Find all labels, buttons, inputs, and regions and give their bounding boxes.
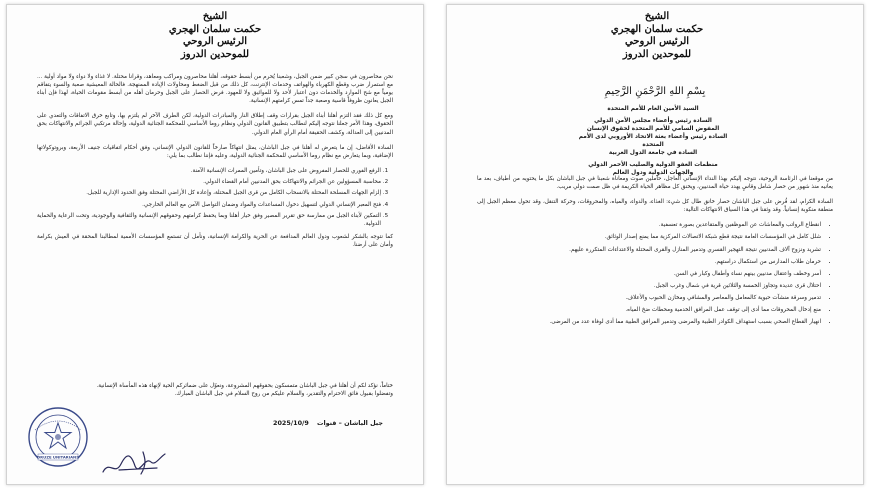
date-location — [267, 419, 383, 427]
addressee: السادة رئيس وأعضاء بعثة الاتحاد الأوروبي لدى الأمم المتحدة — [578, 134, 728, 148]
violation-item: • تدمير وسرقة منشآت حيوية كالمعامل والمعاصر والمشافي ومخازن الحبوب والأعلاف. — [477, 294, 821, 302]
demand-item: 2. محاسبة المسؤولين عن الجرائم والانتهاكات بحق المدنيين أمام القضاء الدولي. — [37, 178, 381, 186]
addressees-block — [573, 105, 733, 177]
seal-stamp — [27, 406, 89, 468]
addressee: السيد الأمين العام للأمم المتحدة — [607, 106, 699, 112]
letterhead — [577, 11, 737, 61]
date-text: 2025/10/9 — [273, 419, 309, 427]
demand-item: 4. فتح المعبر الإنساني الدولي لتسهيل دخول المساعدات والمواد وضمان التواصل الآمن مع العالم الخارجي. — [37, 201, 381, 209]
letterhead-line: الشيخ — [644, 11, 670, 22]
letterhead-line: للموحدين الدروز — [622, 48, 692, 60]
letterhead-line: الرئيس الروحي — [182, 36, 248, 47]
violation-item: • حرمان طلاب المدارس من استكمال دراستهم. — [477, 258, 821, 266]
violation-item: • شلل كامل في المؤسسات العامة نتيجة قطع شبكة الاتصالات المركزية مما يمنع إصدار الوثائق. — [477, 233, 821, 241]
letterhead-line: حكمت سلمان الهجري — [168, 23, 262, 35]
demand-item: 3. إلزام الجهات المسلحة المحتلة بالانسحاب الكامل من قرى الجبل المحتلة، وإعادة كل الأراضي المحتلة وفق الحدود الإدارية للجبل. — [37, 189, 381, 197]
paragraph: نحن محاصرون في سجن كبير ضمن الجبل، وشعبنا يُحرم من أبسط حقوقه، أهلنا محاصرون ومراكب ومعاهد، وقرانا محتلة. لا غذاء ولا دواء ولا مواد أولية ... مع استمرار ضرب وقطع الكهرباء والهواتف وخدمات الإنترنت، كل ذلك من قبل الضغط ومحاولات الإبادة الممنهجة. فالحالة المعيشية صعبة والسوء يتفاقم يومياً مع شح الموارد والخدمات دون اعتبار لأحد ولا للمواثيق ولا للعهود. فرض الحصار على الجبل وحرمان أهله من أبسط مقومات الحياة، لهذا فإن أبناء الجبل يعانون ظروفاً قاسية وصعبة جداً تمس كرامتهم الإنسانية. — [37, 74, 393, 105]
demand-item: 5. التمكين لأبناء الجبل من ممارسة حق تقرير المصير وفق خيار أهلنا وبما يحفظ كرامتهم وحقوقهم الإنسانية والثقافية والوجودية، وتحت الرعاية والحماية الدولية. — [37, 212, 381, 228]
addressee: منظمات العفو الدولية والصليب الأحمر الدولي — [588, 162, 718, 168]
violation-item: • احتلال قرى عديدة وتجاوز الخمسة والثلاثين قرية في شمال وغرب الجبل. — [477, 282, 821, 290]
letter-page-right — [446, 4, 864, 485]
letterhead-line: حكمت سلمان الهجري — [610, 23, 704, 35]
letterhead-line: للموحدين الدروز — [180, 48, 250, 60]
addressee: والجهات الدولية ودول العالم — [612, 170, 694, 176]
paragraph: السادة الكرام، لقد فُرض على جبل الباشان حصار خانق طال كل شيء: الغذاء، والدواء، والمياه، والمحروقات، وحركة التنقل، وقد تحول معظم الجبل إلى منطقة منكوبة إنسانياً. وقد وثقنا في هذا السياق الانتهاكات التالية: — [477, 199, 833, 214]
paragraph: ومع كل ذلك فقد التزم أهلنا أبناء الجبل بقرارات وقف إطلاق النار والمبادرات الدولية، لكن الطرف الآخر لم يلتزم بها، وتابع خرق الاتفاقات والتعدي على الحقوق، وهذا الأمر جعلنا نتوجه إليكم لنطالب بتطبيق القانون الدولي ونظام روما الأساسي للمحكمة الجنائية الدولية، وإحالة مرتكبي الجرائم والانتهاكات بحق المدنيين إلى العدالة، وكشف الحقيقة أمام الرأي العام الدولي. — [37, 113, 393, 136]
closing-paragraph: ختاماً، نؤكد لكم أن أهلنا في جبل الباشان متمسكون بحقوقهم المشروعة، ونعوّل على ضمائركم الحية لإنهاء هذه المأساة الإنسانية. وتفضلوا بقبول فائق الاحترام والتقدير، والسلام عليكم من روح السلام في جبل الباشان المبارك. — [96, 383, 393, 398]
addressee: السادة في جامعة الدول العربية — [608, 150, 698, 156]
violation-item: • أسر وخطف واعتقال مدنيين بينهم نساء وأطفال وكبار في السن. — [477, 270, 821, 278]
location-text: جبل الباشان – قنوات — [317, 419, 383, 427]
violation-item: • تشريد ونزوح آلاف المدنيين نتيجة التهجير القسري وتدمير المنازل والقرى المحتلة والاعتداءات المتكررة عليهم. — [477, 246, 821, 254]
violation-item: • منع إدخال المحروقات مما أدى إلى توقف عمل المرافق الخدمية ومحطات ضخ المياه. — [477, 306, 821, 314]
seal-label: DRUZE UNITARIANS — [37, 454, 79, 460]
addressee: السادة رئيس وأعضاء مجلس الأمن الدولي — [594, 118, 712, 124]
demand-item: 1. الرفع الفوري للحصار المفروض على جبل الباشان، وتأمين الممرات الإنسانية الآمنة. — [37, 167, 381, 175]
letterhead-line: الشيخ — [202, 11, 228, 22]
letter-body — [477, 175, 833, 330]
signature — [99, 446, 175, 480]
letterhead-line: الرئيس الروحي — [624, 36, 690, 47]
violation-item: • انقطاع الرواتب والمعاشات عن الموظفين والمتقاعدين بصورة تعسفية. — [477, 221, 821, 229]
letter-page-left — [6, 4, 424, 485]
violation-item: • انهيار القطاع الصحي بسبب استهداف الكوادر الطبية والمرضى وتدمير المرافق الطبية مما أدى لوفاة عدد من المرضى. — [477, 318, 821, 326]
addressee: المفوض السامي للأمم المتحدة لحقوق الإنسان — [586, 126, 720, 132]
violations-list — [477, 221, 833, 326]
letterhead — [135, 11, 295, 61]
thanks-paragraph: كما نتوجه بالشكر لشعوب ودول العالم المدافعة عن الحرية والكرامة الإنسانية، ونأمل أن تستمع المؤسسات الأممية لمطالبنا المحقة في العيش بكرامة وأمان على أرضنا. — [37, 234, 393, 249]
letter-body — [37, 73, 393, 256]
paragraph: من موقعنا في الرئاسة الروحية، نتوجه إليكم بهذا النداء الإنساني العاجل، حاملين صوت ومعاناة شعبنا في جبل الباشان بكل ما يحتويه من أطياف، بعد ما يعانيه منذ شهور من حصار شامل وقاسٍ يهدد حياة المدنيين، ويخنق كل مظاهر الحياة الكريمة في ظل صمت دولي مريب. — [477, 176, 833, 191]
demands-list — [37, 167, 393, 228]
demands-intro: السادة الأفاضل، إن ما يتعرض له أهلنا في جبل الباشان، يمثل انتهاكاً صارخاً للقانون الدولي الإنساني، وفق أحكام اتفاقيات جنيف الأربعة، وبروتوكولاتها الإضافية، وبما يتعارض مع نظام روما الأساسي للمحكمة الجنائية الدولية، وعليه فإننا نطالب بما يلي: — [37, 144, 393, 159]
basmala: بِسْمِ اللهِ الرَّحْمَنِ الرَّحِيمِ — [604, 86, 706, 97]
